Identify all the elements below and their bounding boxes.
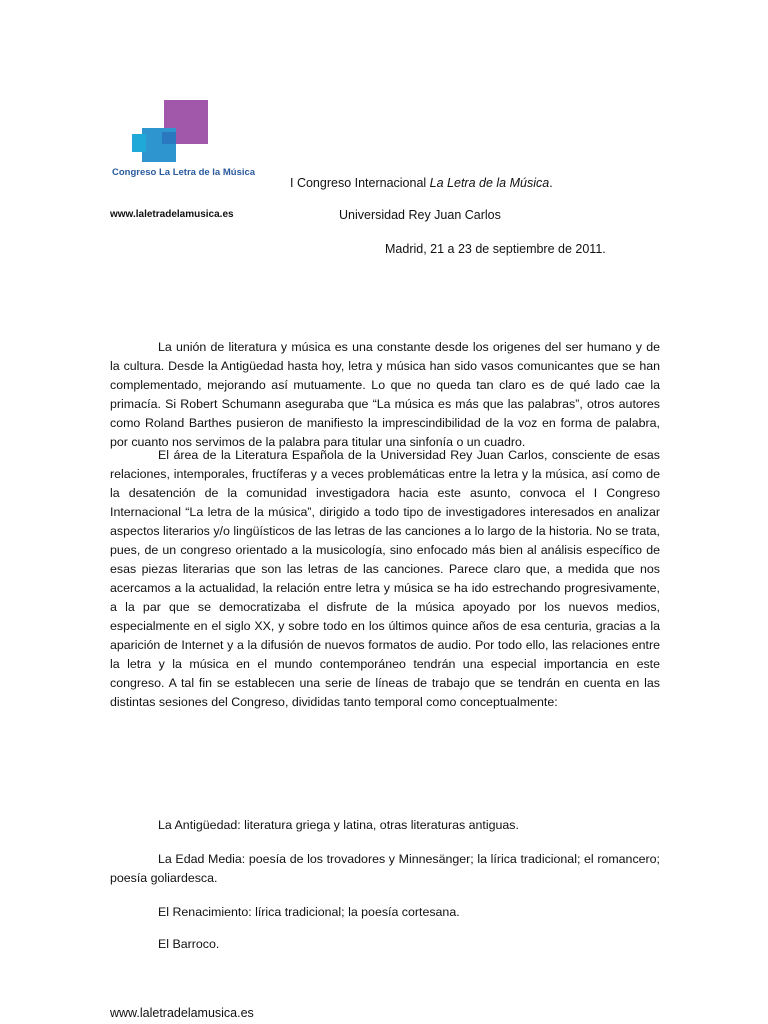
website-link-top[interactable]: www.laletradelamusica.es: [110, 209, 234, 220]
congress-logo: [110, 98, 256, 184]
university-name: Universidad Rey Juan Carlos: [339, 208, 501, 222]
period-item: La Antigüedad: literatura griega y latina, otras literaturas antiguas.: [158, 818, 519, 832]
title-suffix: .: [549, 176, 553, 190]
logo-text: Congreso La Letra de la Música: [112, 167, 256, 178]
logo-cyan-square: [132, 134, 146, 152]
website-link-bottom[interactable]: www.laletradelamusica.es: [110, 1006, 254, 1020]
logo-overlap-square: [162, 132, 176, 144]
title-italic: La Letra de la Música: [429, 176, 550, 190]
title-prefix: I Congreso Internacional: [290, 176, 430, 190]
period-item: El Barroco.: [158, 937, 220, 951]
period-item: El Renacimiento: lírica tradicional; la poesía cortesana.: [158, 905, 460, 919]
place-date: Madrid, 21 a 23 de septiembre de 2011.: [385, 242, 606, 256]
congress-title: [290, 176, 553, 190]
call-paragraph: El área de la Literatura Española de la Universidad Rey Juan Carlos, consciente de esas relaciones, intemporales, fructíferas y a veces problemáticas entre la letra y la música, así como de la desatención de la comunidad investigadora hacia este asunto, convoca el I Congreso Internacional “La letra de la música”, dirigido a todo tipo de investigadores interesados en analizar aspectos literarios y/o lingüísticos de las letras de las canciones a lo largo de la historia. No se trata, pues, de un congreso orientado a la musicología, sino enfocado más bien al análisis específico de esas piezas literarias que son las letras de las canciones. Parece claro que, a medida que nos acercamos a la actualidad, la relación entre letra y música se ha ido estrechando progresivamente, a la par que se democratizaba el disfrute de la música apoyado por los nuevos medios, especialmente en el siglo XX, y sobre todo en los últimos quince años de esa centuria, gracias a la aparición de Internet y a la difusión de nuevos formatos de audio. Por todo ello, las relaciones entre la letra y la música en el mundo contemporáneo tendrán una especial importancia en este congreso. A tal fin se establecen una serie de líneas de trabajo que se tendrán en cuenta en las distintas sesiones del Congreso, divididas tanto temporal como conceptualmente:: [110, 448, 660, 709]
intro-paragraph: La unión de literatura y música es una constante desde los origenes del ser humano y de la cultura. Desde la Antigüedad hasta hoy, letra y música han sido vasos comunicantes que se han complementado, mejorando así mutuamente. Lo que no queda tan claro es de qué lado cae la primacía. Si Robert Schumann aseguraba que “La música es más que las palabras”, otros autores como Roland Barthes pusieron de manifiesto la imprescindibilidad de la voz en forma de palabra, por cuanto nos servimos de la palabra para titular una sinfonía o un cuadro.: [110, 340, 660, 449]
period-item: La Edad Media: poesía de los trovadores y Minnesänger; la lírica tradicional; el romancero; poesía goliardesca.: [110, 852, 660, 885]
